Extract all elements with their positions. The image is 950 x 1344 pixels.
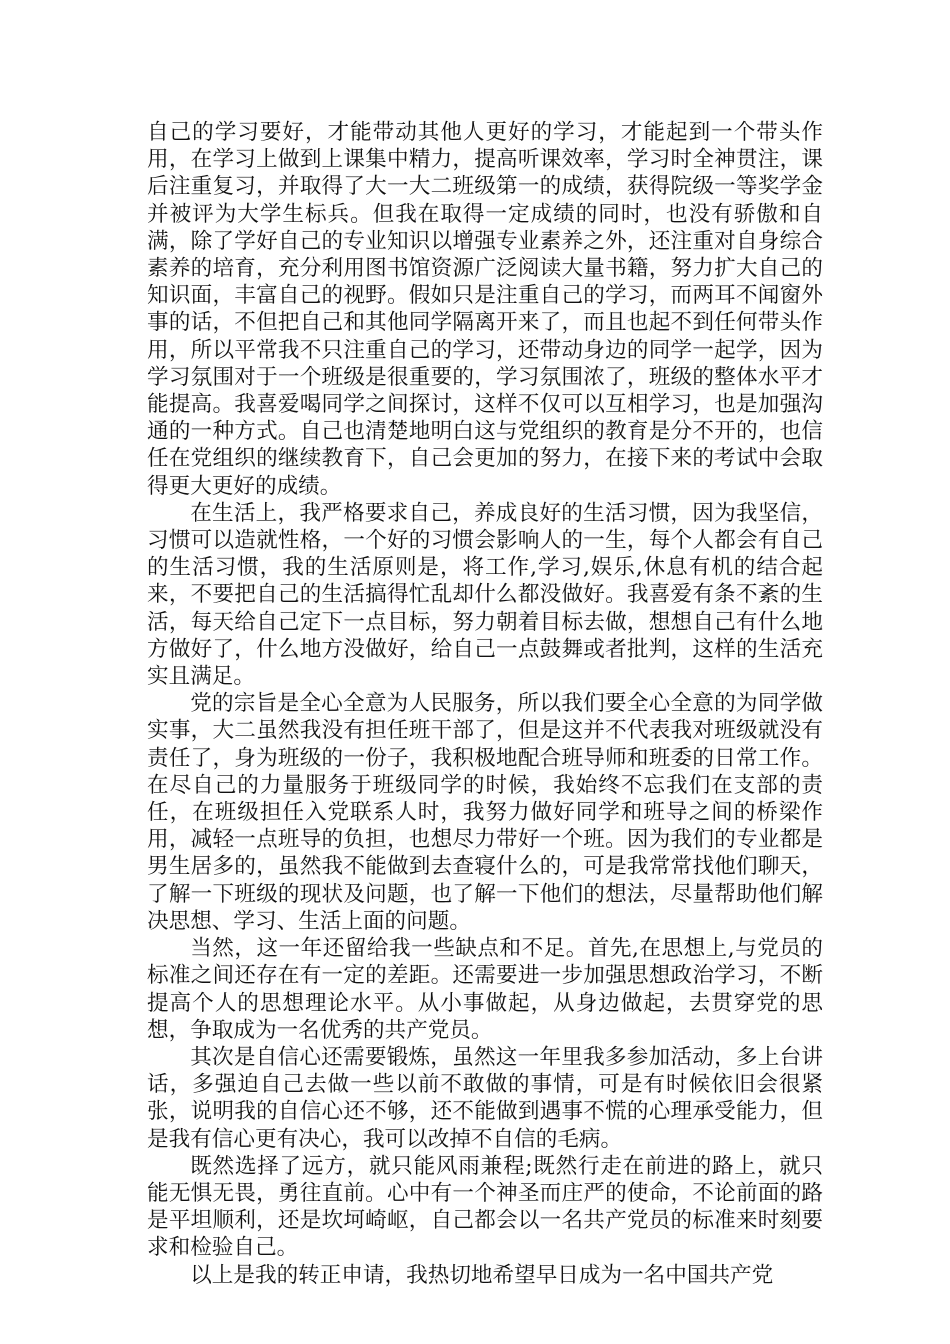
document-body: [147, 119, 823, 1289]
paragraph-life: 在生活上，我严格要求自己，养成良好的生活习惯，因为我坚信，习惯可以造就性格，一个好的习惯会影响人的一生，每个人都会有自己的生活习惯，我的生活原则是，将工作,学习,娱乐,休息有机的结合起来，不要把自己的生活搞得忙乱却什么都没做好。我喜爱有条不紊的生活，每天给自己定下一点目标，努力朝着目标去做，想想自己有什么地方做好了，什么地方没做好，给自己一点鼓舞或者批判，这样的生活充实且满足。: [147, 500, 823, 690]
paragraph-study: 自己的学习要好，才能带动其他人更好的学习，才能起到一个带头作用，在学习上做到上课集中精力，提高听课效率，学习时全神贯注，课后注重复习，并取得了大一大二班级第一的成绩，获得院级一等奖学金并被评为大学生标兵。但我在取得一定成绩的同时，也没有骄傲和自满，除了学好自己的专业知识以增强专业素养之外，还注重对自身综合素养的培育，充分利用图书馆资源广泛阅读大量书籍，努力扩大自己的知识面，丰富自己的视野。假如只是注重自己的学习，而两耳不闻窗外事的话，不但把自己和其他同学隔离开来了，而且也起不到任何带头作用，所以平常我不只注重自己的学习，还带动身边的同学一起学，因为学习氛围对于一个班级是很重要的，学习氛围浓了，班级的整体水平才能提高。我喜爱喝同学之间探讨，这样不仅可以互相学习，也是加强沟通的一种方式。自己也清楚地明白这与党组织的教育是分不开的，也信任在党组织的继续教育下，自己会更加的努力，在接下来的考试中会取得更大更好的成绩。: [147, 120, 823, 499]
paragraph-confidence: 其次是自信心还需要锻炼，虽然这一年里我多参加活动，多上台讲话，多强迫自己去做一些以前不敢做的事情，可是有时候依旧会很紧张，说明我的自信心还不够，还不能做到遇事不慌的心理承受能力，但是我有信心更有决心，我可以改掉不自信的毛病。: [147, 1044, 823, 1152]
paragraph-closing: 以上是我的转正申请，我热切地希望早日成为一名中国共产党: [190, 1262, 774, 1288]
paragraph-shortcomings: 当然，这一年还留给我一些缺点和不足。首先,在思想上,与党员的标准之间还存在有一定的差距。还需要进一步加强思想政治学习，不断提高个人的思想理论水平。从小事做起，从身边做起，去贯穿党的思想，争取成为一名优秀的共产党员。: [147, 936, 823, 1043]
paragraph-service: 党的宗旨是全心全意为人民服务，所以我们要全心全意的为同学做实事，大二虽然我没有担任班干部了，但是这并不代表我对班级就没有责任了，身为班级的一份子，我积极地配合班导师和班委的日常工作。在尽自己的力量服务于班级同学的时候，我始终不忘我们在支部的责任，在班级担任入党联系人时，我努力做好同学和班导之间的桥梁作用，减轻一点班导的负担，也想尽力带好一个班。因为我们的专业都是男生居多的，虽然我不能做到去查寝什么的，可是我常常找他们聊天，了解一下班级的现状及问题，也了解一下他们的想法，尽量帮助他们解决思想、学习、生活上面的问题。: [147, 691, 823, 934]
paragraph-resolve: 既然选择了远方，就只能风雨兼程;既然行走在前进的路上，就只能无惧无畏，勇往直前。心中有一个神圣而庄严的使命，不论前面的路是平坦顺利，还是坎坷崎岖，自己都会以一名共产党员的标准来时刻要求和检验自己。: [147, 1153, 823, 1261]
